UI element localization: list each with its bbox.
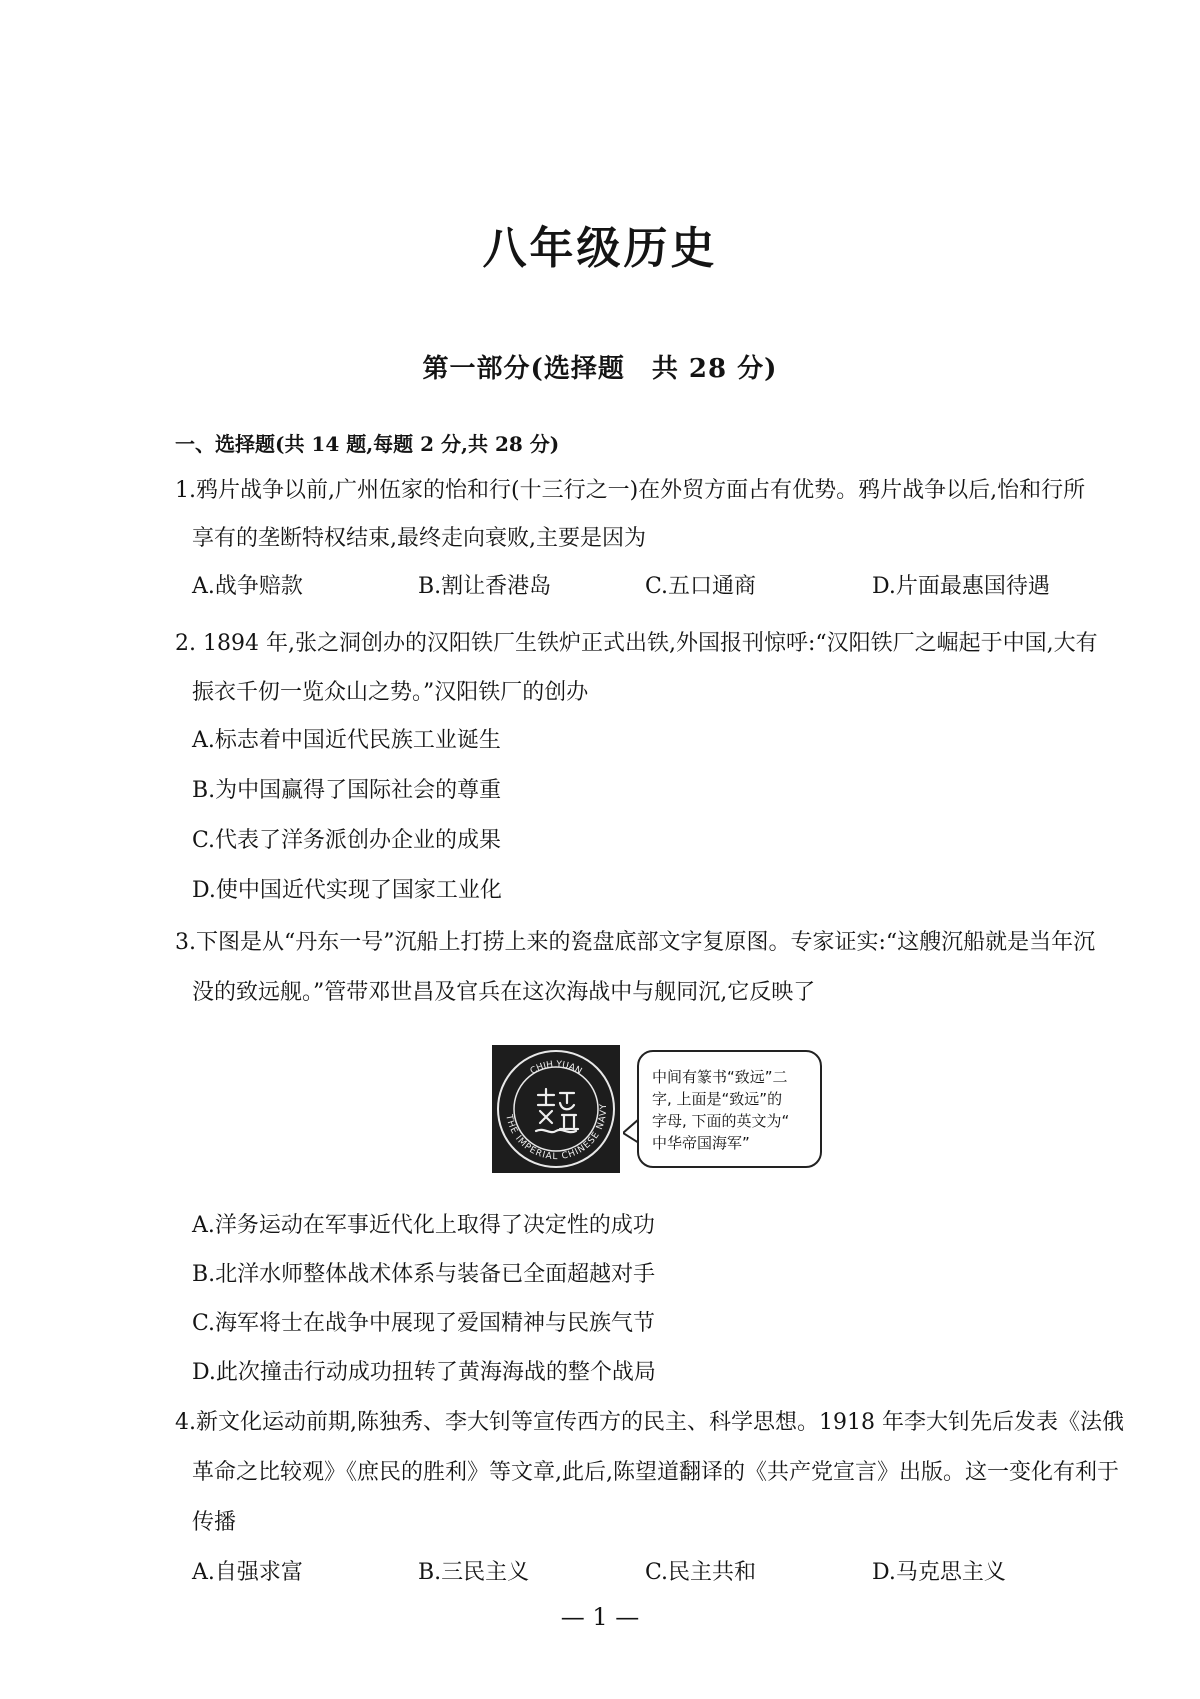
part-heading: 第一部分(选择题 共 28 分) xyxy=(422,354,778,384)
question-2-line-1: 2. 1894 年,张之洞创办的汉阳铁厂生铁炉正式出铁,外国报刊惊呼:“汉阳铁厂之崛起于中国,大有 xyxy=(175,631,1098,656)
question-4-line-1: 4.新文化运动前期,陈独秀、李大钊等宣传西方的民主、科学思想。1918 年李大钊先后发表《法俄 xyxy=(175,1410,1124,1435)
question-2-option-c: C.代表了洋务派创办企业的成果 xyxy=(192,828,502,853)
question-1-line-1: 1.鸦片战争以前,广州伍家的怡和行(十三行之一)在外贸方面占有优势。鸦片战争以后,怡和行所 xyxy=(175,478,1086,503)
seal-ring-text: THE IMPERIAL CHINESE NAVY xyxy=(503,1102,610,1163)
section-heading: 一、选择题(共 14 题,每题 2 分,共 28 分) xyxy=(175,432,560,456)
shipwreck-plate-figure xyxy=(492,1045,822,1173)
question-3-option-a: A.洋务运动在军事近代化上取得了决定性的成功 xyxy=(192,1213,655,1238)
bubble-line: 中华帝国海军” xyxy=(652,1134,750,1152)
question-3-option-c: C.海军将士在战争中展现了爱国精神与民族气节 xyxy=(192,1311,656,1336)
seal-emblem-icon xyxy=(492,1045,620,1173)
question-3-line-1: 3.下图是从“丹东一号”沉船上打捞上来的瓷盘底部文字复原图。专家证实:“这艘沉船就是当年沉 xyxy=(175,930,1096,955)
question-1-option-a: A.战争赔款 xyxy=(192,574,303,599)
page-title: 八年级历史 xyxy=(482,223,718,274)
question-4-option-b: B.三民主义 xyxy=(418,1560,530,1585)
question-2-option-b: B.为中国赢得了国际社会的尊重 xyxy=(192,778,502,803)
question-3-option-d: D.此次撞击行动成功扭转了黄海海战的整个战局 xyxy=(192,1360,656,1385)
question-1-option-b: B.割让香港岛 xyxy=(418,574,552,599)
question-1-line-2: 享有的垄断特权结束,最终走向衰败,主要是因为 xyxy=(192,526,646,551)
question-2-option-a: A.标志着中国近代民族工业诞生 xyxy=(192,728,501,753)
question-1-option-d: D.片面最惠国待遇 xyxy=(872,574,1050,599)
question-4-line-3: 传播 xyxy=(192,1510,237,1535)
question-2-line-2: 振衣千仞一览众山之势。”汉阳铁厂的创办 xyxy=(192,680,589,705)
page-number: — 1 — xyxy=(560,1603,640,1631)
question-1-option-c: C.五口通商 xyxy=(645,574,757,599)
question-2-option-d: D.使中国近代实现了国家工业化 xyxy=(192,878,502,903)
question-3-line-2: 没的致远舰。”管带邓世昌及官兵在这次海战中与舰同沉,它反映了 xyxy=(192,980,816,1005)
question-4-line-2: 革命之比较观》《庶民的胜利》等文章,此后,陈望道翻译的《共产党宣言》出版。这一变化有利于 xyxy=(192,1460,1119,1485)
question-3-option-b: B.北洋水师整体战术体系与装备已全面超越对手 xyxy=(192,1262,656,1287)
seal-top-text: CHIH YUAN xyxy=(528,1059,584,1077)
question-4-option-a: A.自强求富 xyxy=(192,1560,303,1585)
bubble-line: 字母, 下面的英文为“ xyxy=(652,1112,790,1130)
bubble-line: 字, 上面是“致远”的 xyxy=(652,1090,783,1108)
question-4-option-c: C.民主共和 xyxy=(645,1560,757,1585)
porcelain-seal-image xyxy=(492,1045,620,1173)
question-4-option-d: D.马克思主义 xyxy=(872,1560,1006,1585)
bubble-line: 中间有篆书“致远”二 xyxy=(652,1068,788,1086)
caption-speech-bubble xyxy=(637,1050,822,1168)
